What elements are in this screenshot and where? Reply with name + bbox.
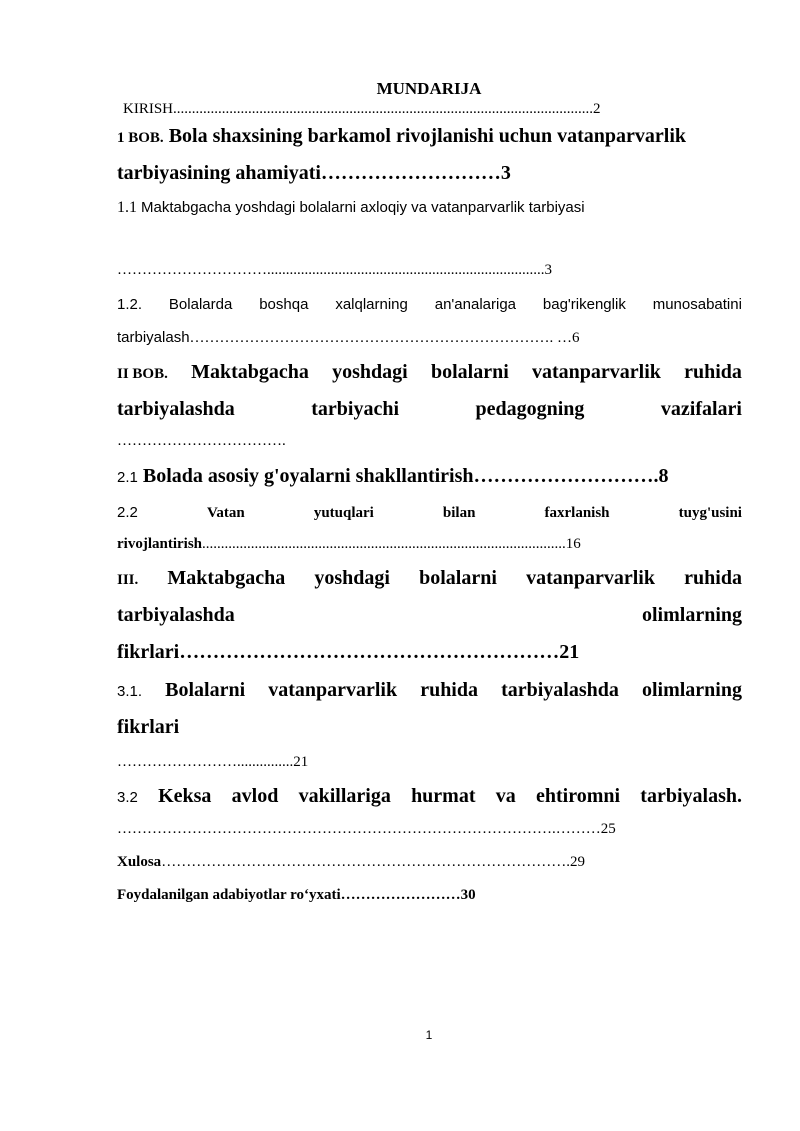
toc-entry-intro [123,102,601,117]
section-2-2-number: 2.2 [117,504,138,521]
section-3-1-page: 21 [293,754,309,770]
section-2-2-word: Vatan [206,505,245,521]
section-1-2-word: Bolalarda [168,296,233,313]
section-3-2-word: tarbiyalash. [640,785,742,807]
chapter-2-word: tarbiyalashda [117,398,235,420]
section-2-1-number: 2.1 [117,469,138,486]
conclusion-leader: ………………………………………………………………………. [161,854,570,870]
chapter-3-line-3 [117,642,579,662]
references-leader: …………………… [340,887,461,903]
section-3-1-leader-row [117,755,308,770]
chapter-1-title-line-2: tarbiyasining ahamiyati [117,162,321,184]
section-1-2-line-2 [117,330,580,346]
toc-entry-3-2 [117,786,742,806]
section-3-1-leader-a: …………………… [117,754,237,770]
chapter-3-word: bolalarni [419,567,497,589]
chapter-2-word: vazifalari [660,398,742,420]
chapter-1-title-line-1: Bola shaxsining barkamol rivojlanishi uchun vatanparvarlik [168,125,687,147]
toc-entry-2-2 [117,505,742,521]
chapter-2-leader: ……………………………. [117,433,286,449]
toc-entry-1-2 [117,297,742,312]
toc-entry-1-1 [117,200,585,216]
section-1-2-word: xalqlarning [335,296,408,313]
section-1-2-text: tarbiyalash [117,329,190,346]
section-2-1-leader: ……………………… [473,465,654,487]
section-2-2-leader: ................................................................................................. [202,536,566,552]
section-1-1-page: 3 [544,262,552,278]
section-2-2-word: tuyg'usini [678,505,742,521]
chapter-2-word: vatanparvarlik [531,361,661,383]
toc-entry-conclusion [117,855,585,870]
chapter-2-word: Maktabgacha [191,361,309,383]
chapter-1-title-line-2-row [117,163,511,183]
chapter-3-word: olimlarning [641,604,742,626]
toc-entry-3-1 [117,680,742,700]
section-1-2-word: bag'rikenglik [542,296,626,313]
section-3-1-word: Bolalarni [165,679,246,701]
section-2-2-word: bilan [442,505,476,521]
chapter-2-word: bolalarni [430,361,509,383]
conclusion-label: Xulosa [117,854,162,870]
section-1-1-number: 1.1 [117,199,137,216]
chapter-3-word: Maktabgacha [167,567,286,589]
section-3-1-word: olimlarning [641,679,742,701]
section-3-1-word: tarbiyalashda [501,679,619,701]
section-3-2-word: ehtiromni [535,785,621,807]
section-2-2-word: faxrlanish [544,505,610,521]
section-3-2-leader-row [117,822,616,837]
chapter-2-line-2 [117,399,742,419]
section-3-2-number: 3.2 [117,789,138,806]
section-1-1-title: Maktabgacha yoshdagi bolalarni axloqiy va vatanparvarlik tarbiyasi [141,199,585,216]
section-1-1-leader-b: .......................................................................... [267,262,545,278]
chapter-2-word: pedagogning [475,398,585,420]
section-3-1-word: vatanparvarlik [268,679,398,701]
section-1-2-word: boshqa [259,296,309,313]
section-3-1-line-2: fikrlari [117,716,180,738]
section-3-1-word: ruhida [420,679,478,701]
chapter-3-word: ruhida [684,567,742,589]
section-3-2-word: vakillariga [298,785,391,807]
section-3-2-word: avlod [231,785,279,807]
section-1-2-leader: ………………………………………………………………. … [189,330,573,346]
toc-entry-references [117,888,476,903]
toc-entry-chapter-1 [117,126,686,146]
references-page: 30 [460,887,476,903]
toc-entry-2-1 [117,466,669,486]
chapter-3-text: fikrlari [117,641,180,663]
section-1-2-page: 6 [572,330,580,346]
chapter-2-word: tarbiyachi [311,398,400,420]
section-3-1-leader-b: ............... [237,754,294,770]
toc-entry-chapter-3 [117,568,742,588]
section-3-2-leader: …………………………………………………………………………….……… [117,821,601,837]
section-3-1-number: 3.1. [117,683,143,700]
toc-entry-chapter-2 [117,362,742,382]
section-1-1-leader-row [117,263,552,278]
references-label: Foydalanilgan adabiyotlar ro‘yxati [117,887,341,903]
section-3-2-word: va [495,785,516,807]
section-1-2-word: 1.2. [117,296,143,313]
chapter-3-leader: ………………………………………………… [179,641,560,663]
chapter-2-word: yoshdagi [332,361,408,383]
conclusion-page: 29 [569,854,585,870]
chapter-3-prefix: III. [117,572,139,588]
intro-leader: ................................................................................................................ [173,101,594,117]
chapter-3-page: 21 [559,641,580,663]
section-3-2-page: 25 [600,821,616,837]
section-1-1-leader-a: ………………………… [117,262,267,278]
chapter-3-word: tarbiyalashda [117,604,235,626]
section-3-2-word: Keksa [158,785,212,807]
toc-title: MUNDARIJA [376,79,482,98]
chapter-2-prefix: II BOB. [117,366,168,382]
section-3-2-word: hurmat [411,785,476,807]
intro-page: 2 [593,101,601,117]
chapter-1-leader: ……………………… [320,162,501,184]
section-1-2-word: an'analariga [434,296,517,313]
section-1-2-word: munosabatini [652,296,742,313]
section-2-1-title: Bolada asosiy g'oyalarni shakllantirish [142,465,474,487]
chapter-3-word: vatanparvarlik [526,567,655,589]
chapter-1-prefix: 1 BOB. [117,130,164,146]
section-2-2-line-2 [117,537,581,552]
chapter-1-page: 3 [500,162,511,184]
chapter-3-line-2 [117,605,742,625]
section-2-2-text: rivojlantirish [117,536,202,552]
section-2-1-page: .8 [653,465,669,487]
intro-label: KIRISH [123,101,174,117]
chapter-3-word: yoshdagi [314,567,390,589]
section-2-2-page: 16 [565,536,581,552]
chapter-2-word: ruhida [684,361,742,383]
section-2-2-word: yutuqlari [313,505,374,521]
page-number: 1 [425,1028,433,1042]
